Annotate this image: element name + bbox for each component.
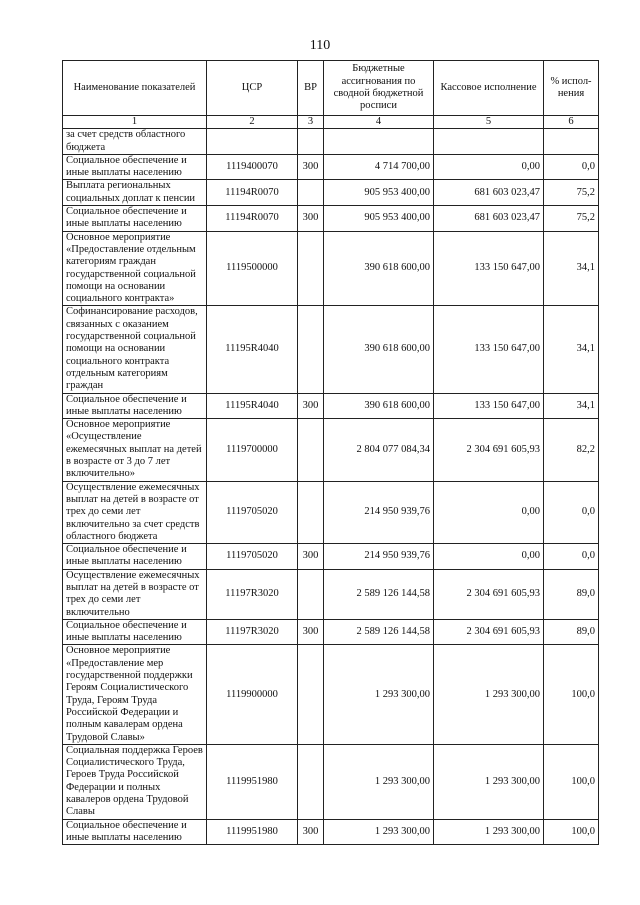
cell-csr: 11195R4040 — [207, 393, 298, 419]
cell-csr: 1119500000 — [207, 231, 298, 306]
cell-cash: 0,00 — [434, 154, 544, 180]
cell-name: Основное мероприятие «Осуществление ежемесячных выплат на детей в возрасте от 3 до 7 лет включительно» — [63, 419, 207, 481]
cell-csr: 1119951980 — [207, 819, 298, 845]
column-number-row — [63, 116, 599, 129]
cell-vr — [298, 231, 324, 306]
cell-csr: 11194R0070 — [207, 180, 298, 206]
cell-cash: 1 293 300,00 — [434, 819, 544, 845]
cell-vr — [298, 419, 324, 481]
cell-csr: 11197R3020 — [207, 569, 298, 619]
cell-pct: 75,2 — [544, 180, 599, 206]
cell-cash: 133 150 647,00 — [434, 231, 544, 306]
cell-vr — [298, 180, 324, 206]
cell-csr: 1119400070 — [207, 154, 298, 180]
cell-vr: 300 — [298, 619, 324, 645]
cell-csr: 11195R4040 — [207, 306, 298, 393]
cell-name: Социальное обеспечение и иные выплаты населению — [63, 619, 207, 645]
cell-budget: 4 714 700,00 — [324, 154, 434, 180]
cell-csr: 1119705020 — [207, 544, 298, 570]
cell-cash: 2 304 691 605,93 — [434, 619, 544, 645]
cell-pct: 100,0 — [544, 819, 599, 845]
header-name: Наименование показателей — [63, 61, 207, 116]
cell-name: Основное мероприятие «Предоставление мер государственной поддержки Героям Социалистического Труда, Героям Труда Российской Федерации и полным кавалерам ордена Трудовой Славы» — [63, 645, 207, 744]
cell-pct — [544, 129, 599, 155]
cell-budget: 390 618 600,00 — [324, 231, 434, 306]
table-row — [63, 154, 599, 180]
cell-name: Основное мероприятие «Предоставление отдельным категориям граждан государственной социальной помощи на основании социального контракта» — [63, 231, 207, 306]
cell-budget: 1 293 300,00 — [324, 744, 434, 819]
table-row — [63, 419, 599, 481]
budget-execution-table — [62, 60, 599, 845]
table-row — [63, 180, 599, 206]
header-budget: Бюджетные ассигнования по сводной бюджетной росписи — [324, 61, 434, 116]
table-row — [63, 619, 599, 645]
cell-pct: 34,1 — [544, 231, 599, 306]
cell-budget: 1 293 300,00 — [324, 819, 434, 845]
table-row — [63, 393, 599, 419]
table-row — [63, 481, 599, 543]
cell-budget: 390 618 600,00 — [324, 393, 434, 419]
table-row — [63, 129, 599, 155]
cell-vr — [298, 744, 324, 819]
cell-csr: 11194R0070 — [207, 206, 298, 232]
cell-name: Социальное обеспечение и иные выплаты населению — [63, 393, 207, 419]
cell-budget: 905 953 400,00 — [324, 180, 434, 206]
cell-name: Осуществление ежемесячных выплат на детей в возрасте от трех до семи лет включительно за счет средств областного бюджета — [63, 481, 207, 543]
column-number: 6 — [544, 116, 599, 129]
cell-vr: 300 — [298, 393, 324, 419]
cell-cash: 133 150 647,00 — [434, 306, 544, 393]
cell-vr: 300 — [298, 544, 324, 570]
header-csr: ЦСР — [207, 61, 298, 116]
cell-cash: 681 603 023,47 — [434, 180, 544, 206]
cell-name: Социальная поддержка Героев Социалистического Труда, Героев Труда Российской Федерации и полных кавалеров ордена Трудовой Славы — [63, 744, 207, 819]
cell-name: Социальное обеспечение и иные выплаты населению — [63, 206, 207, 232]
cell-pct: 89,0 — [544, 619, 599, 645]
table-row — [63, 645, 599, 744]
cell-pct: 100,0 — [544, 645, 599, 744]
cell-budget: 390 618 600,00 — [324, 306, 434, 393]
cell-csr: 1119705020 — [207, 481, 298, 543]
column-number: 5 — [434, 116, 544, 129]
cell-vr — [298, 645, 324, 744]
cell-cash: 681 603 023,47 — [434, 206, 544, 232]
cell-pct: 0,0 — [544, 154, 599, 180]
cell-cash: 2 304 691 605,93 — [434, 419, 544, 481]
cell-name: Выплата региональных социальных доплат к пенсии — [63, 180, 207, 206]
cell-cash: 2 304 691 605,93 — [434, 569, 544, 619]
cell-pct: 34,1 — [544, 393, 599, 419]
cell-cash: 1 293 300,00 — [434, 744, 544, 819]
cell-budget: 2 804 077 084,34 — [324, 419, 434, 481]
cell-vr: 300 — [298, 154, 324, 180]
cell-cash — [434, 129, 544, 155]
cell-pct: 75,2 — [544, 206, 599, 232]
cell-csr: 1119951980 — [207, 744, 298, 819]
cell-cash: 0,00 — [434, 481, 544, 543]
cell-budget: 214 950 939,76 — [324, 481, 434, 543]
cell-cash: 0,00 — [434, 544, 544, 570]
table-row — [63, 819, 599, 845]
cell-vr — [298, 129, 324, 155]
table-row — [63, 206, 599, 232]
cell-pct: 82,2 — [544, 419, 599, 481]
cell-name: Социальное обеспечение и иные выплаты населению — [63, 819, 207, 845]
cell-name: за счет средств областного бюджета — [63, 129, 207, 155]
cell-csr — [207, 129, 298, 155]
cell-pct: 0,0 — [544, 481, 599, 543]
table-row — [63, 544, 599, 570]
cell-budget — [324, 129, 434, 155]
column-number: 2 — [207, 116, 298, 129]
cell-name: Осуществление ежемесячных выплат на детей в возрасте от трех до семи лет включительно — [63, 569, 207, 619]
cell-vr: 300 — [298, 819, 324, 845]
cell-budget: 2 589 126 144,58 — [324, 569, 434, 619]
cell-budget: 214 950 939,76 — [324, 544, 434, 570]
cell-name: Софинансирование расходов, связанных с оказанием государственной социальной помощи на основании социального контракта отдельным категориям граждан — [63, 306, 207, 393]
table-row — [63, 744, 599, 819]
cell-pct: 100,0 — [544, 744, 599, 819]
cell-vr — [298, 306, 324, 393]
column-number: 4 — [324, 116, 434, 129]
cell-budget: 1 293 300,00 — [324, 645, 434, 744]
cell-vr: 300 — [298, 206, 324, 232]
cell-vr — [298, 481, 324, 543]
column-number: 3 — [298, 116, 324, 129]
cell-cash: 1 293 300,00 — [434, 645, 544, 744]
header-pct: % испол-нения — [544, 61, 599, 116]
cell-name: Социальное обеспечение и иные выплаты населению — [63, 544, 207, 570]
cell-pct: 89,0 — [544, 569, 599, 619]
table-row — [63, 231, 599, 306]
page-number: 110 — [309, 38, 331, 53]
cell-pct: 0,0 — [544, 544, 599, 570]
column-number: 1 — [63, 116, 207, 129]
cell-cash: 133 150 647,00 — [434, 393, 544, 419]
cell-budget: 905 953 400,00 — [324, 206, 434, 232]
table-header-row — [63, 61, 599, 116]
cell-pct: 34,1 — [544, 306, 599, 393]
cell-budget: 2 589 126 144,58 — [324, 619, 434, 645]
cell-csr: 1119900000 — [207, 645, 298, 744]
cell-csr: 1119700000 — [207, 419, 298, 481]
table-row — [63, 569, 599, 619]
cell-name: Социальное обеспечение и иные выплаты населению — [63, 154, 207, 180]
table-row — [63, 306, 599, 393]
header-vr: ВР — [298, 61, 324, 116]
header-cash: Кассовое исполнение — [434, 61, 544, 116]
cell-csr: 11197R3020 — [207, 619, 298, 645]
cell-vr — [298, 569, 324, 619]
